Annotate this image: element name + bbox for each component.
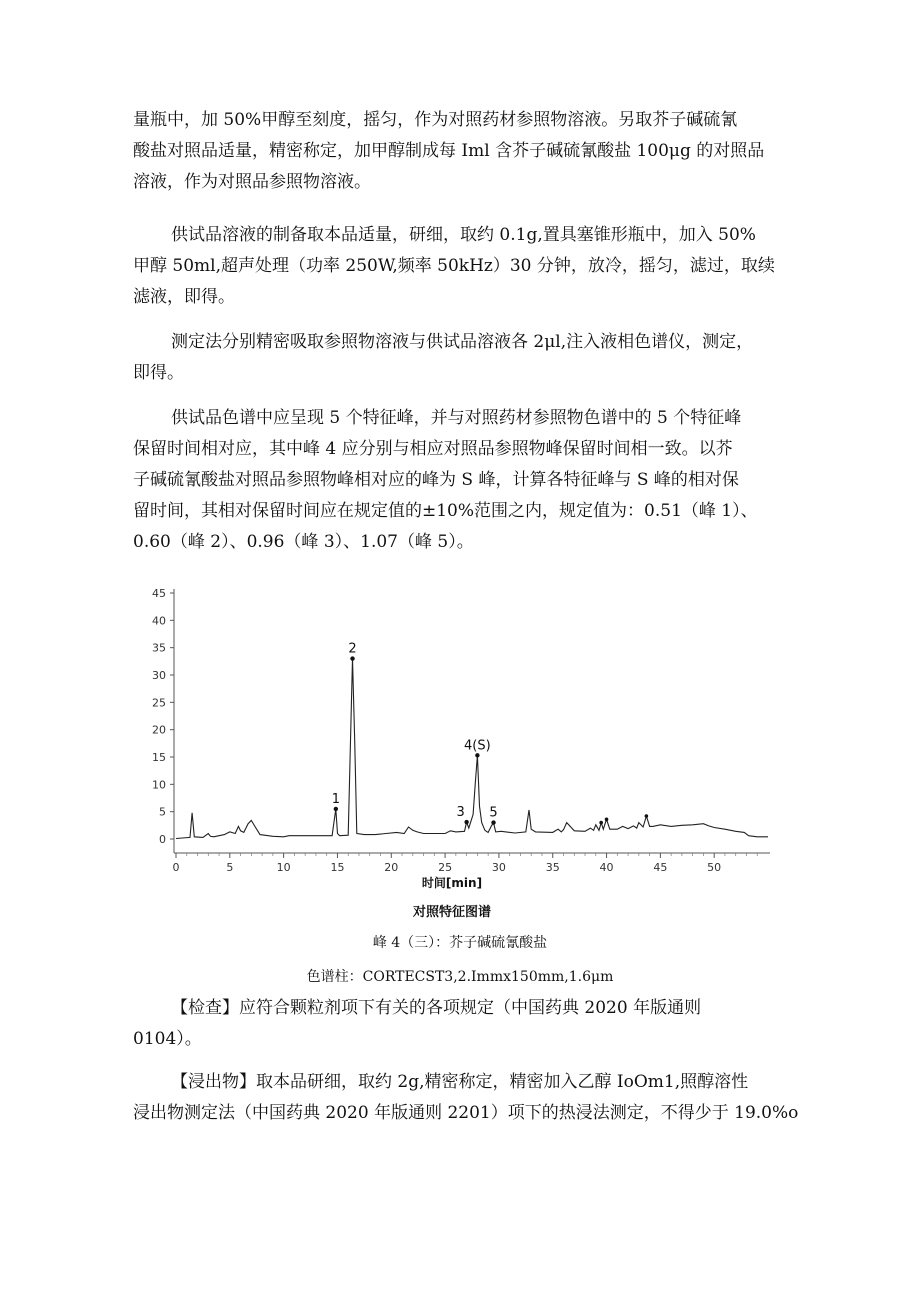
text-line: 保留时间相对应，其中峰 4 应分别与相应对照品参照物峰保留时间相一致。以芥 [133,439,733,459]
paragraph-characteristic-peaks [133,403,801,558]
y-tick-label: 15 [152,751,166,764]
peak-label: 4(S) [464,738,491,754]
peak-label: 1 [331,791,340,807]
peak-label: 2 [348,641,357,657]
text-line: 供试品溶液的制备取本品适量，研细，取约 0.1g,置具塞锥形瓶中，加入 50% [171,225,756,245]
x-tick-label: 25 [438,861,453,874]
y-tick-label: 20 [152,723,166,737]
text-line: 酸盐对照品适量，精密称定，加甲醇制成每 Iml 含芥子碱硫氰酸盐 100μg 的对照品 [133,141,765,161]
column-caption: 色谱柱：CORTECST3,2.Immx150mm,1.6μm [306,969,614,985]
chart-axes [174,589,770,853]
text-line: 【浸出物】取本品研细，取约 2g,精密称定，精密加入乙醇 IoOm1,照醇溶性 [171,1072,749,1092]
text-line: 留时间，其相对保留时间应在规定值的±10%范围之内，规定值为：0.51（峰 1）、 [133,501,758,521]
x-tick-label: 10 [276,861,291,874]
peak-marker [491,820,495,824]
chart-peaks [332,642,648,825]
minor-peak-marker [645,814,649,818]
paragraph-reference-solution [133,105,801,198]
text-line: 0104）。 [133,1029,202,1049]
minor-peak-marker [599,821,603,825]
paragraph-method [133,327,801,389]
minor-peak-marker [605,818,609,822]
peak-marker [350,656,354,660]
y-tick-label: 5 [159,805,166,819]
x-tick-label: 30 [491,861,506,874]
y-tick-label: 45 [152,587,166,600]
peak-marker [475,753,479,757]
peak-label: 5 [489,805,498,821]
x-tick-label: 0 [172,861,180,874]
paragraph-extract [133,1067,801,1129]
text-line: 测定法分别精密吸取参照物溶液与供试品溶液各 2μl,注入液相色谱仪，测定， [171,332,754,352]
text-line: 子碱硫氰酸盐对照品参照物峰相对应的峰为 S 峰，计算各特征峰与 S 峰的相对保 [133,470,739,490]
x-tick-label: 35 [545,861,560,874]
text-line: 0.60（峰 2）、0.96（峰 3）、1.07（峰 5）。 [133,532,474,552]
chart-title: 对照特征图谱 [412,905,492,920]
chart-ticks [152,587,757,874]
x-tick-label: 5 [226,861,234,874]
y-tick-label: 0 [159,833,166,846]
x-tick-label: 15 [330,861,345,874]
x-axis-label: 时间[min] [421,876,483,890]
text-line: 【检查】应符合颗粒剂项下有关的各项规定（中国药典 2020 年版通则 [171,998,702,1018]
text-line: 量瓶中，加 50%甲醇至刻度，摇匀，作为对照药材参照物溶液。另取芥子碱硫氰 [133,110,738,130]
x-tick-label: 45 [653,861,668,874]
text-line: 即得。 [133,363,184,383]
peak-marker [334,807,338,811]
paragraph-inspection [133,993,801,1055]
peak-label: 3 [456,805,465,821]
y-tick-label: 30 [152,669,166,682]
x-tick-label: 50 [707,861,722,874]
y-tick-label: 40 [152,614,166,628]
peak-marker [464,820,468,824]
text-line: 供试品色谱中应呈现 5 个特征峰，并与对照药材参照物色谱中的 5 个特征峰 [171,408,742,428]
text-line: 浸出物测定法（中国药典 2020 年版通则 2201）项下的热浸法测定，不得少于 19.0%o [133,1103,799,1123]
y-tick-label: 35 [152,641,166,655]
peak-caption: 峰 4（三）：芥子碱硫氰酸盐 [372,935,548,951]
y-tick-label: 10 [152,778,166,792]
text-line: 溶液，作为对照品参照物溶液。 [133,172,371,192]
text-line: 甲醇 50ml,超声处理（功率 250W,频率 50kHz）30 分钟，放冷，摇匀，滤过，取续 [133,256,775,276]
text-line: 滤液，即得。 [133,287,235,307]
x-tick-label: 20 [384,861,399,874]
x-tick-label: 40 [599,861,614,874]
y-tick-label: 25 [152,696,166,710]
chromatogram-chart [140,585,780,930]
paragraph-test-solution [133,220,801,313]
